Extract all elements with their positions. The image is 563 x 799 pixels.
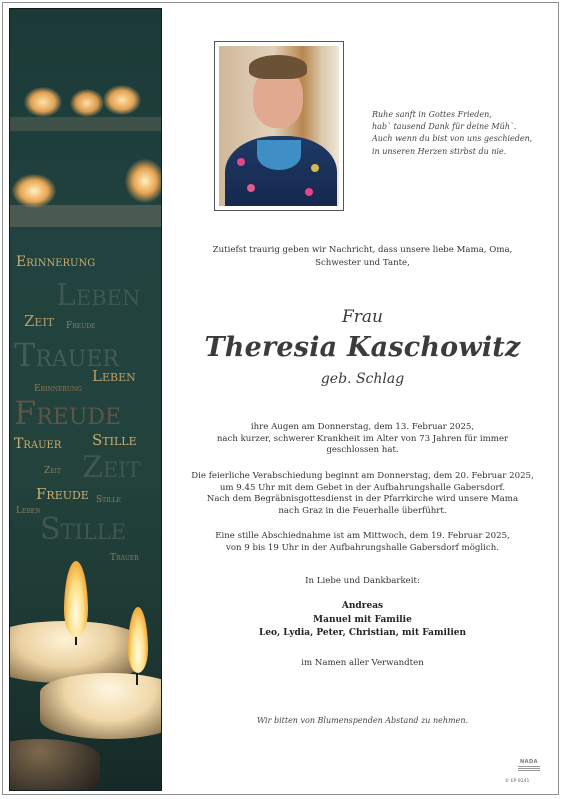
- banner-word: Zeit: [82, 450, 141, 485]
- signer: Andreas: [341, 601, 384, 611]
- candle-icon: [125, 159, 162, 203]
- signer: Manuel mit Familie: [313, 614, 412, 625]
- banner-word: Zeit: [44, 466, 62, 476]
- maiden-name: geb. Schlag: [320, 371, 405, 387]
- portrait-photo: [219, 46, 339, 206]
- candle-icon: [12, 174, 56, 208]
- candle-icon: [24, 87, 62, 117]
- signers: [190, 600, 535, 641]
- intro-text: Zutiefst traurig geben wir Nachricht, dass unsere liebe Mama, Oma, Schwester und Tante,: [212, 245, 513, 268]
- banner-word: Freude: [36, 485, 89, 503]
- poem-line: Auch wenn du bist von uns geschieden,: [372, 134, 533, 144]
- banner-word: Trauer: [14, 436, 62, 452]
- tealight: [9, 739, 100, 791]
- banner-word: Freude: [14, 394, 122, 432]
- ceremony-info: Die feierliche Verabschiedung beginnt am Donnerstag, dem 20. Februar 2025, um 9.45 Uhr mit dem Gebet in der Aufbahrungshalle Gabersdorf. Nach dem Begräbnisgottesdienst in der Pfarrkirche wird unsere Mama nach Graz in die Feuerhalle überführt.: [191, 471, 534, 516]
- candle-icon: [103, 85, 141, 115]
- banner-word: Stille: [40, 512, 127, 547]
- banner-word: Stille: [96, 495, 121, 505]
- candle-flame: [128, 607, 148, 673]
- banner-word: Zeit: [24, 312, 55, 330]
- candle-row: [10, 117, 162, 131]
- deceased-name: Theresia Kaschowitz: [204, 332, 521, 363]
- banner-word: Leben: [16, 506, 41, 516]
- portrait-frame: [214, 41, 344, 211]
- poem-line: hab` tausend Dank für deine Müh`.: [372, 122, 517, 132]
- candle-banner: [9, 8, 162, 791]
- farewell-info: Eine stille Abschiednahme ist am Mittwoch, dem 19. Februar 2025, von 9 bis 19 Uhr in der Aufbahrungshalle Gabersdorf möglich.: [215, 531, 510, 553]
- banner-word: Trauer: [110, 553, 139, 563]
- candle-flame: [64, 561, 88, 637]
- candle-row: [10, 205, 162, 227]
- poem-line: in unseren Herzen stirbst du nie.: [372, 146, 507, 156]
- banner-word: Erinnerung: [16, 254, 96, 270]
- banner-word: Trauer: [14, 336, 119, 374]
- banner-word: Stille: [92, 431, 137, 449]
- relatives-line: im Namen aller Verwandten: [301, 658, 424, 668]
- salutation: Frau: [341, 307, 383, 327]
- tealight: [40, 673, 162, 739]
- signer: Leo, Lydia, Peter, Christian, mit Familien: [258, 628, 467, 639]
- flower-request: Wir bitten von Blumenspenden Abstand zu nehmen.: [256, 716, 469, 725]
- publisher-logo: NADA: [518, 759, 540, 773]
- poem-line: Ruhe sanft in Gottes Frieden,: [372, 110, 492, 119]
- banner-word: Leben: [92, 367, 136, 385]
- banner-word: Erinnerung: [34, 384, 82, 394]
- candle-icon: [70, 89, 104, 117]
- poem: [372, 109, 552, 158]
- gratitude-line: In Liebe und Dankbarkeit:: [305, 576, 420, 586]
- print-code: © EP 9241: [505, 779, 530, 784]
- banner-word: Leben: [56, 278, 141, 313]
- banner-word: Freude: [66, 321, 96, 331]
- death-notice: ihre Augen am Donnerstag, dem 13. Februar 2025, nach kurzer, schwerer Krankheit im Alter von 73 Jahren für immer geschlossen hat.: [216, 422, 509, 456]
